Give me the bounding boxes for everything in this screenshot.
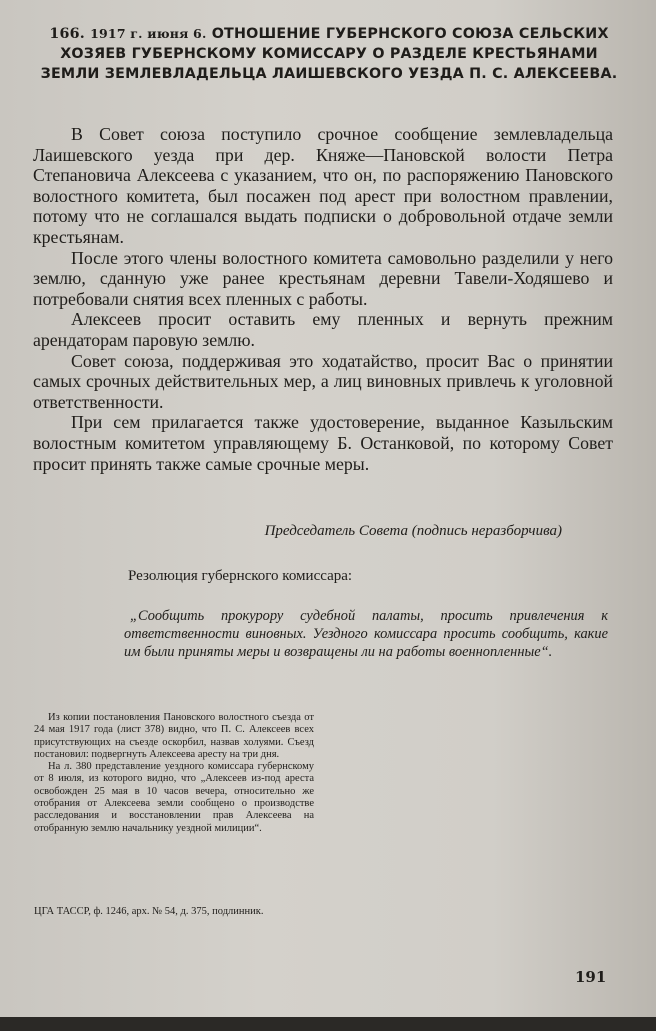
footnote-block (34, 712, 314, 835)
page-number: 191 (575, 968, 607, 986)
resolution-text: „Сообщить прокурору судебной палаты, просить привлечения к ответственности виновных. Уездного комиссара просить сообщить, какие им были приняты меры и возвращены ли на работы военнопленные“. (124, 608, 608, 660)
footnote-paragraph: На л. 380 представление уездного комиссара губернскому от 8 июля, из которого видно, что „Алексеев из-под ареста освобожден 25 мая в 10 часов вечера, относительно же отобрания от Алексеева земли сообщено о производстве расследования и восстановлении прав Алексеева на отобранную землю начальнику уездной милиции“. (34, 761, 314, 834)
document-date: 1917 г. июня 6. (90, 26, 207, 41)
archive-source: ЦГА ТАССР, ф. 1246, арх. № 54, д. 375, подлинник. (34, 906, 264, 917)
scan-edge (0, 1017, 656, 1031)
signature-line: Председатель Совета (подпись неразборчива) (264, 523, 562, 539)
document-title: ОТНОШЕНИЕ ГУБЕРНСКОГО СОЮЗА СЕЛЬСКИХ ХОЗЯЕВ ГУБЕРНСКОМУ КОМИССАРУ О РАЗДЕЛЕ КРЕСТЬЯНАМИ ЗЕМЛИ ЗЕМЛЕВЛАДЕЛЬЦА ЛАИШЕВСКОГО УЕЗДА П. С. АЛЕКСЕЕВА. (40, 26, 618, 82)
body-paragraph: Совет союза, поддерживая это ходатайство, просит Вас о принятии самых срочных действительных мер, а лиц виновных привлечь к уголовной ответственности. (33, 350, 613, 412)
body-paragraph: Алексеев просит оставить ему пленных и вернуть прежним арендаторам паровую землю. (33, 309, 613, 350)
body-paragraph: При сем прилагается также удостоверение, выданное Казыльским волостным комитетом управляющему Б. Останковой, по которому Совет просит принять также самые срочные меры. (33, 412, 613, 474)
footnote-paragraph: Из копии постановления Пановского волостного съезда от 24 мая 1917 года (лист 378) видно, что П. С. Алексеев всех присутствующих на съезде оскорбил, назвав холуями. Съезд постановил: подвергнуть Алексеева аресту на три дня. (34, 712, 314, 760)
body-paragraph: В Совет союза поступило срочное сообщение землевладельца Лаишевского уезда при дер. Княже—Пановской волости Петра Степановича Алексеева с указанием, что он, по распоряжению Пановского волостного комитета, был посажен под арест при волостном правлении, потому что не соглашался выдать подписки о добровольной отдаче земли крестьянам. (33, 124, 613, 247)
document-number: 166. (49, 26, 85, 42)
body-paragraph: После этого члены волостного комитета самовольно разделили у него землю, сданную уже ранее крестьянам деревни Тавели-Ходяшево и потребовали снятия всех пленных с работы. (33, 247, 613, 309)
document-body (33, 124, 613, 474)
document-heading (34, 24, 624, 84)
resolution-label: Резолюция губернского комиссара: (128, 568, 353, 584)
